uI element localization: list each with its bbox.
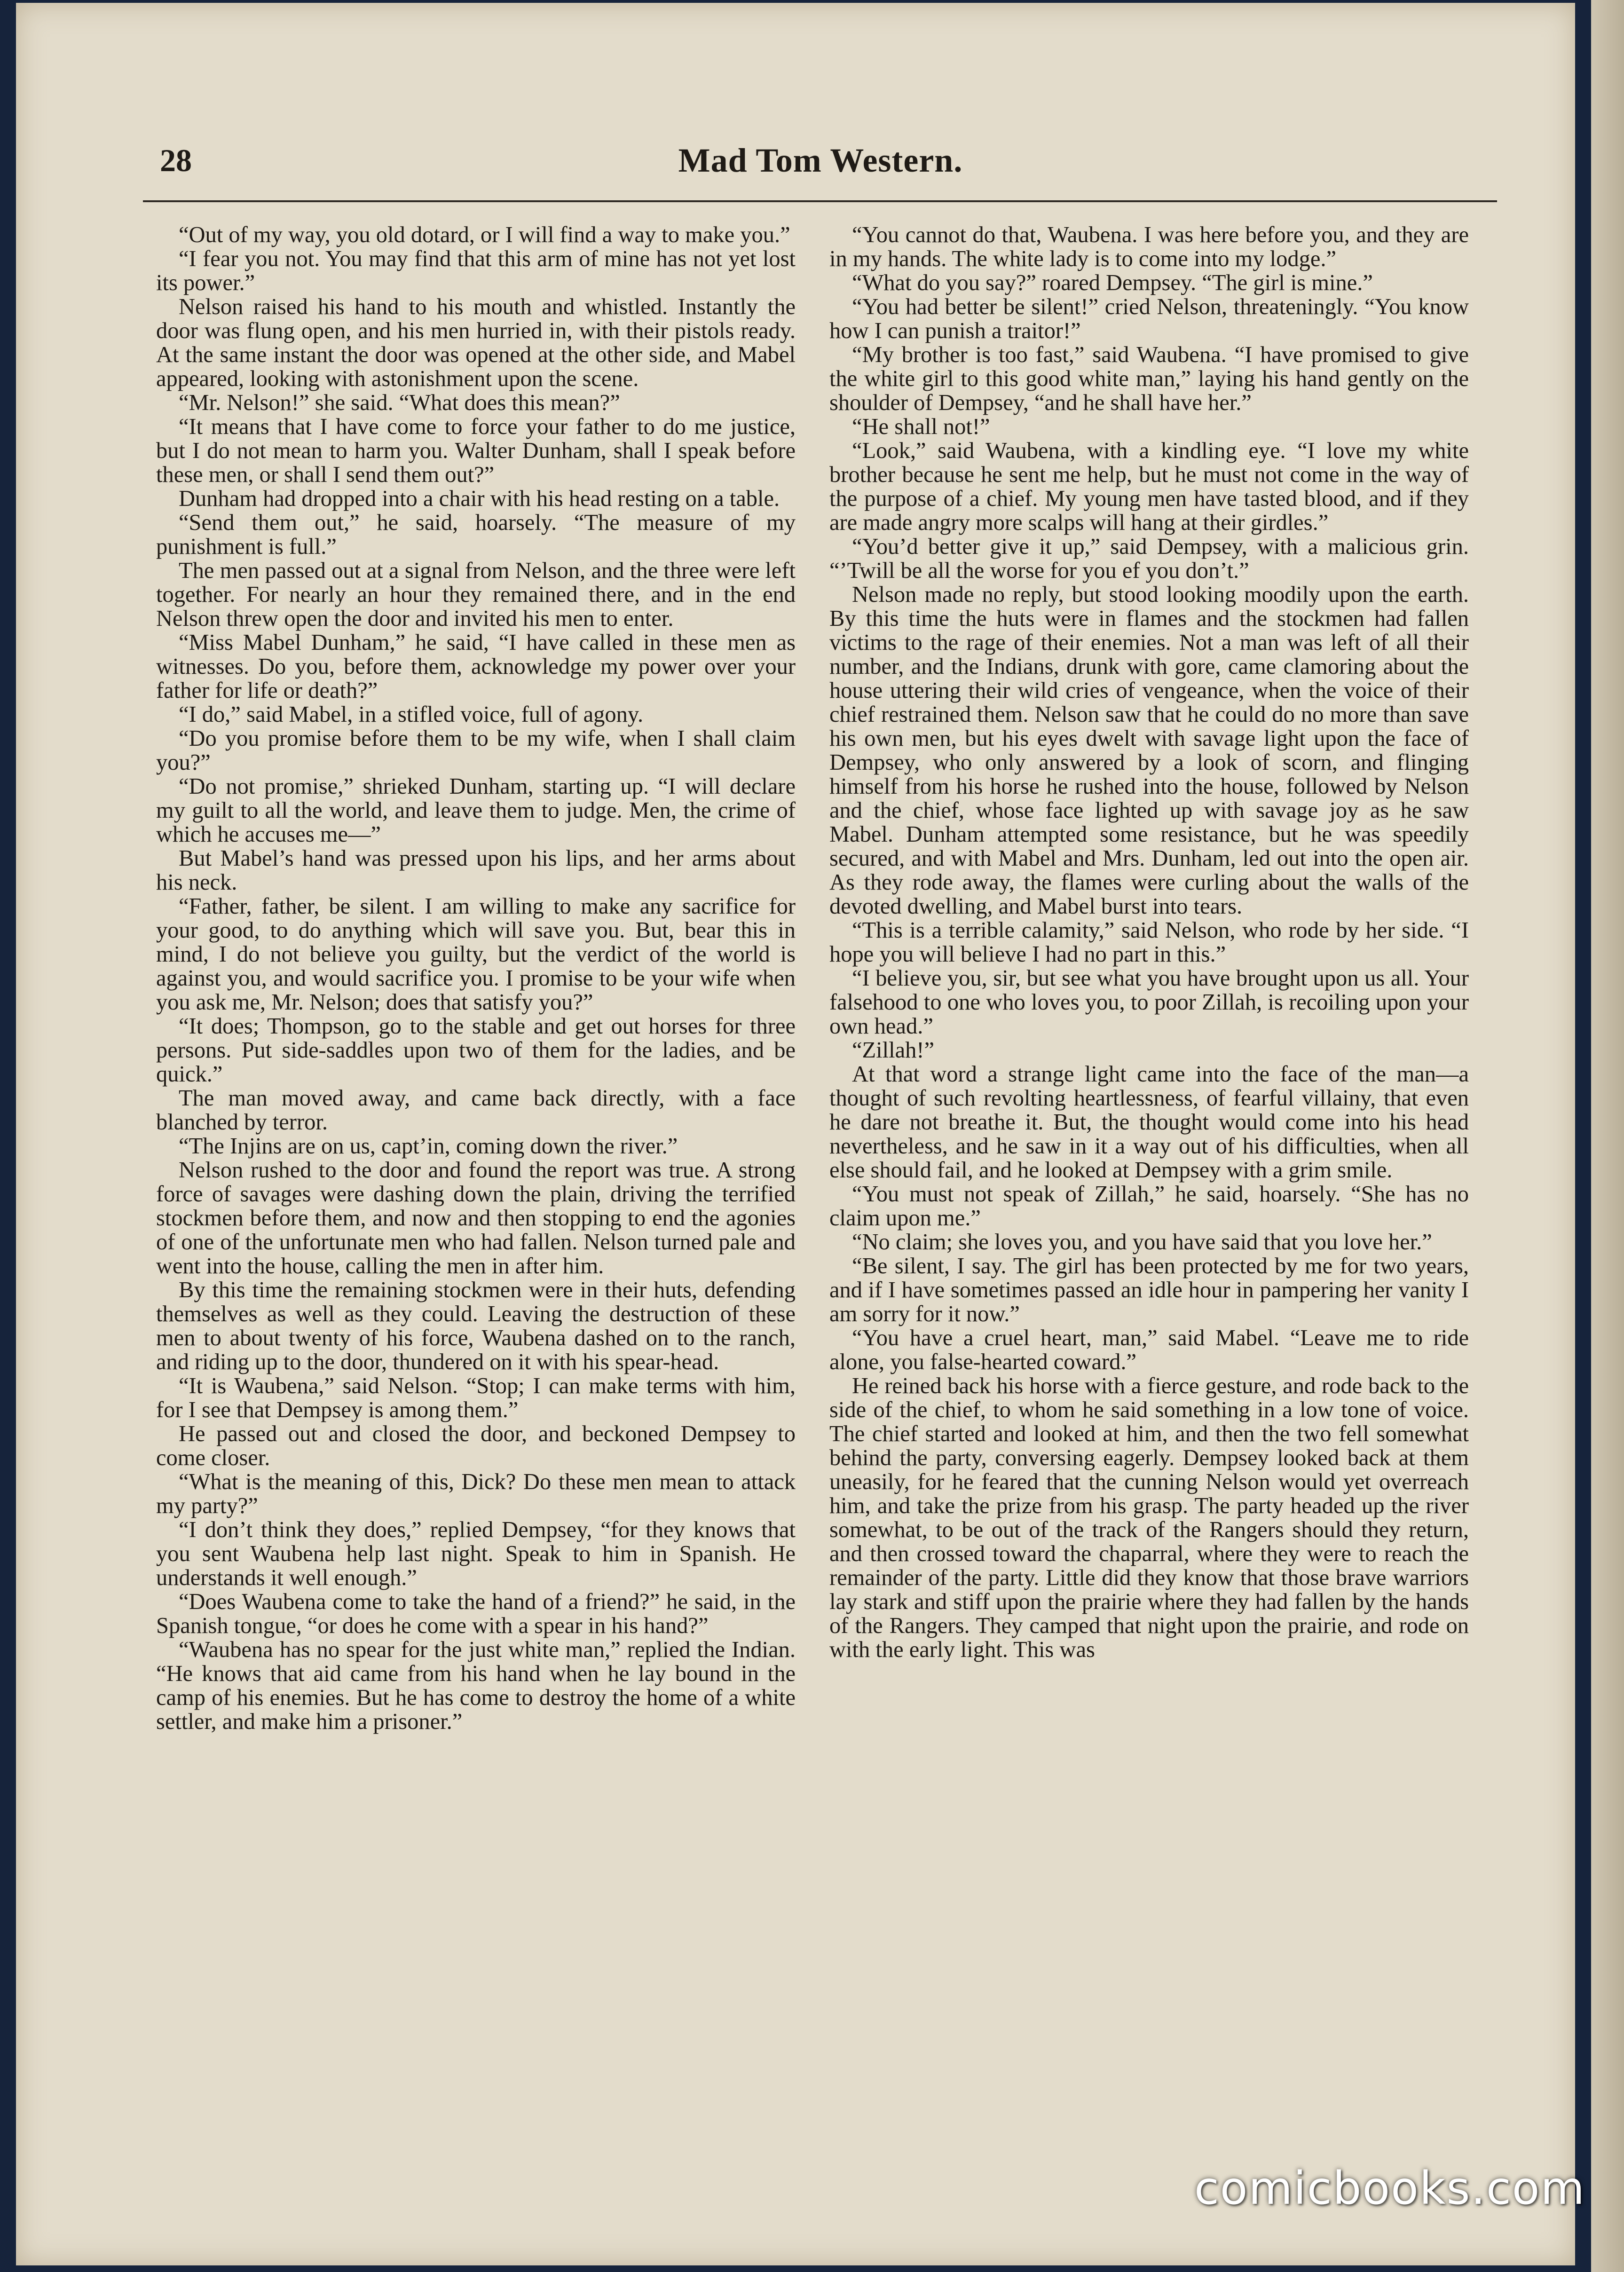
paragraph: “It is Waubena,” said Nelson. “Stop; I can make terms with him, for I see that Dempsey is among them.” [156, 1373, 796, 1422]
paragraph: “Zillah!” [852, 1038, 935, 1063]
paragraph: “This is a terrible calamity,” said Nelson, who rode by her side. “I hope you will believe I had no part in this.” [829, 918, 1469, 967]
paragraph: “What is the meaning of this, Dick? Do these men mean to attack my party?” [156, 1469, 796, 1518]
paragraph: Nelson raised his hand to his mouth and whistled. Instantly the door was flung open, and his men hurried in, with their pistols ready. At the same instant the door was opened at the other side, and Mabel appeared, looking with astonishment upon the scene. [156, 294, 796, 391]
paragraph: But Mabel’s hand was pressed upon his lips, and her arms about his neck. [156, 846, 796, 895]
paragraph: “You cannot do that, Waubena. I was here before you, and they are in my hands. The white lady is to come into my lodge.” [829, 223, 1469, 271]
paragraph: “Does Waubena come to take the hand of a friend?” he said, in the Spanish tongue, “or does he come with a spear in his hand?” [156, 1589, 796, 1638]
running-title: Mad Tom Western. [678, 142, 963, 179]
paragraph: “You must not speak of Zillah,” he said, hoarsely. “She has no claim upon me.” [829, 1182, 1469, 1231]
paragraph: Nelson rushed to the door and found the report was true. A strong force of savages were dashing down the plain, driving the terrified stockmen before them, and now and then stopping to end the agonies of one of the unfortunate men who had fallen. Nelson turned pale and went into the house, calling the men in after him. [156, 1158, 796, 1278]
paragraph: The men passed out at a signal from Nelson, and the three were left together. For nearly an hour they remained there, and in the end Nelson threw open the door and invited his men to enter. [156, 558, 796, 631]
paragraph: “My brother is too fast,” said Waubena. “I have promised to give the white girl to this good white man,” laying his hand gently on the shoulder of Dempsey, “and he shall have her.” [829, 342, 1469, 415]
header-rule [143, 200, 1497, 202]
next-page-edge [1591, 0, 1624, 2272]
paragraph: By this time the remaining stockmen were in their huts, defending themselves as well as they could. Leaving the destruction of these men to about twenty of his force, Waubena dashed on to the ranch, and riding up to the door, thundered on it with his spear-head. [156, 1278, 796, 1374]
text-column-right [829, 223, 1469, 2212]
paragraph: “Be silent, I say. The girl has been protected by me for two years, and if I have sometimes passed an idle hour in pampering her vanity I am sorry for it now.” [829, 1254, 1469, 1326]
paragraph: “Mr. Nelson!” she said. “What does this mean?” [179, 390, 620, 415]
paragraph: “It does; Thompson, go to the stable and get out horses for three persons. Put side-saddles upon two of them for the ladies, and be quick.” [156, 1014, 796, 1087]
paragraph: “You had better be silent!” cried Nelson, threateningly. “You know how I can punish a traitor!” [829, 294, 1469, 343]
paragraph: “Waubena has no spear for the just white man,” replied the Indian. “He knows that aid came from his hand when he lay bound in the camp of his enemies. But he has come to destroy the home of a white settler, and make him a prisoner.” [156, 1637, 796, 1734]
paragraph: “Miss Mabel Dunham,” he said, “I have called in these men as witnesses. Do you, before them, acknowledge my power over your father for life or death?” [156, 630, 796, 703]
paragraph: “I fear you not. You may find that this arm of mine has not yet lost its power.” [156, 246, 796, 295]
paragraph: Nelson made no reply, but stood looking moodily upon the earth. By this time the huts were in flames and the stockmen had fallen victims to the rage of their enemies. Not a man was left of all their number, and the Indians, drunk with gore, came clamoring about the house uttering their wild cries of vengeance, when the voice of their chief restrained them. Nelson saw that he could do no more than save his own men, but his eyes dwelt with savage light upon the face of Dempsey, who only answered by a look of scorn, and flinging himself from his horse he rushed into the house, followed by Nelson and the chief, whose face lighted up with savage joy as he saw Mabel. Dunham attempted some resistance, but he was speedily secured, and with Mabel and Mrs. Dunham, led out into the open air. As they rode away, the flames were curling about the walls of the devoted dwelling, and Mabel burst into tears. [829, 582, 1469, 919]
paragraph: He reined back his horse with a fierce gesture, and rode back to the side of the chief, to whom he said something in a low tone of voice. The chief started and looked at him, and then the two fell somewhat behind the party, conversing eagerly. Dempsey looked back at them uneasily, for he feared that the cunning Nelson would yet overreach him, and take the prize from his grasp. The party headed up the river somewhat, to be out of the track of the Rangers should they return, and then crossed toward the chaparral, where they were to reach the remainder of the party. Little did they know that those brave warriors lay stark and stiff upon the prairie where they had fallen by the hands of the Rangers. They camped that night upon the prairie, and rode on with the early light. This was [829, 1373, 1469, 1662]
paragraph: “You’d better give it up,” said Dempsey, with a malicious grin. “’Twill be all the worse for you ef you don’t.” [829, 534, 1469, 583]
paragraph: “Do not promise,” shrieked Dunham, starting up. “I will declare my guilt to all the world, and leave them to judge. Men, the crime of which he accuses me—” [156, 774, 796, 847]
paragraph: “I believe you, sir, but see what you have brought upon us all. Your falsehood to one who loves you, to poor Zillah, is recoiling upon your own head.” [829, 966, 1469, 1039]
text-column-left [156, 223, 796, 2212]
paragraph: Dunham had dropped into a chair with his head resting on a table. [179, 486, 780, 511]
paragraph: “It means that I have come to force your father to do me justice, but I do not mean to harm you. Walter Dunham, shall I speak before these men, or shall I send them out?” [156, 414, 796, 487]
paragraph: “He shall not!” [852, 414, 990, 439]
page-header [141, 130, 1500, 200]
paragraph: “No claim; she loves you, and you have said that you love her.” [852, 1230, 1432, 1254]
paragraph: He passed out and closed the door, and beckoned Dempsey to come closer. [156, 1421, 796, 1470]
paragraph: The man moved away, and came back directly, with a face blanched by terror. [156, 1086, 796, 1135]
magazine-page [16, 3, 1575, 2265]
paragraph: “Father, father, be silent. I am willing to make any sacrifice for your good, to do anything which will save you. But, bear this in mind, I do not believe you guilty, but the verdict of the world is against you, and would sacrifice you. I promise to be your wife when you ask me, Mr. Nelson; does that satisfy you?” [156, 894, 796, 1015]
paragraph: “You have a cruel heart, man,” said Mabel. “Leave me to ride alone, you false-hearted coward.” [829, 1325, 1469, 1374]
paragraph: “Do you promise before them to be my wife, when I shall claim you?” [156, 726, 796, 775]
paragraph: “What do you say?” roared Dempsey. “The girl is mine.” [852, 270, 1373, 295]
paragraph: At that word a strange light came into the face of the man—a thought of such revolting heartlessness, of fearful villainy, that even he dare not breathe it. But, the thought would come into his head nevertheless, and he saw in it a way out of his difficulties, when all else should fail, and he looked at Dempsey with a grim smile. [829, 1062, 1469, 1183]
paragraph: “Look,” said Waubena, with a kindling eye. “I love my white brother because he sent me help, but he must not come in the way of the purpose of a chief. My young men have tasted blood, and if they are made angry more scalps will hang at their girdles.” [829, 438, 1469, 535]
paragraph: “I don’t think they does,” replied Dempsey, “for they knows that you sent Waubena help last night. Speak to him in Spanish. He understands it well enough.” [156, 1517, 796, 1590]
paragraph: “Send them out,” he said, hoarsely. “The measure of my punishment is full.” [156, 510, 796, 559]
paragraph: “The Injins are on us, capt’in, coming down the river.” [179, 1134, 678, 1159]
watermark: comicbooks.com [1194, 2162, 1586, 2215]
paragraph: “I do,” said Mabel, in a stifled voice, full of agony. [179, 702, 644, 727]
paragraph: “Out of my way, you old dotard, or I will find a way to make you.” [179, 223, 790, 247]
page-number: 28 [160, 142, 192, 178]
